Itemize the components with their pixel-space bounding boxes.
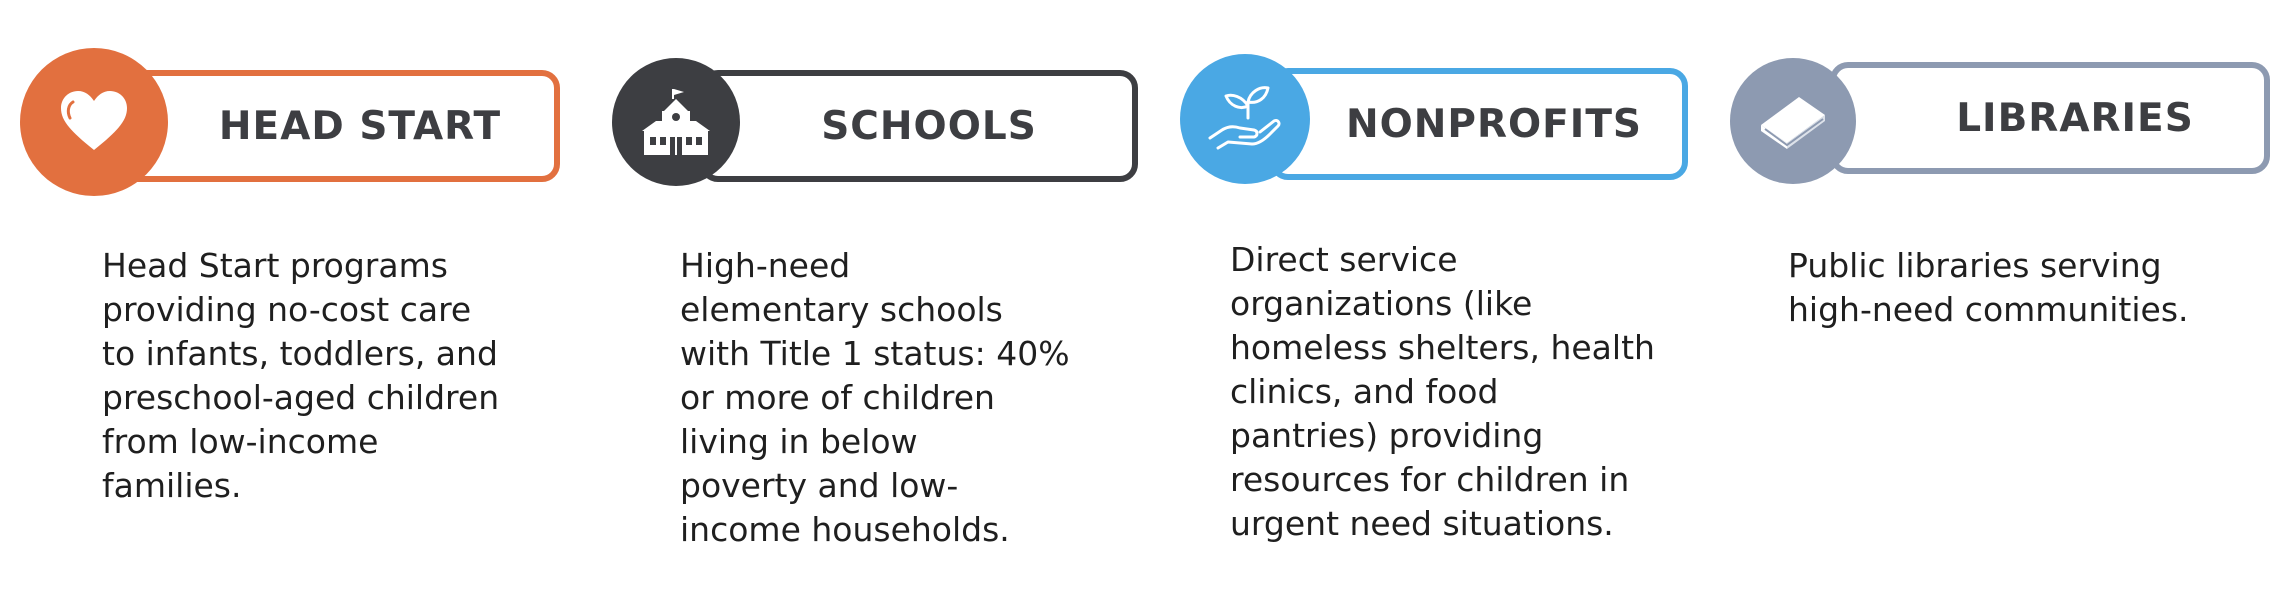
nonprofits-title-pill [1270, 68, 1688, 180]
card-head-start [0, 0, 560, 602]
book-icon [1755, 91, 1831, 151]
card-nonprofits [1170, 0, 1730, 602]
head-start-title: HEAD START [218, 103, 502, 149]
nonprofits-description: Direct service organizations (like homeless shelters, health clinics, and food pantries) providing resources for children in urgent need situations. [1230, 240, 1655, 543]
head-start-badge [20, 48, 168, 196]
libraries-title: LIBRARIES [1956, 95, 2194, 141]
card-schools [590, 0, 1150, 602]
schools-title-pill [700, 70, 1138, 182]
card-libraries [1720, 0, 2280, 602]
libraries-badge [1730, 58, 1856, 184]
heart-icon [59, 90, 129, 154]
libraries-title-pill [1830, 62, 2270, 174]
head-start-title-pill [120, 70, 560, 182]
nonprofits-badge [1180, 54, 1310, 184]
schools-badge [612, 58, 740, 186]
schools-description: High-need elementary schools with Title 1 status: 40% or more of children living in below poverty and low- income households. [680, 246, 1070, 549]
schools-title: SCHOOLS [821, 103, 1037, 149]
nonprofits-title: NONPROFITS [1345, 101, 1643, 147]
schoolhouse-icon [638, 87, 714, 157]
head-start-description: Head Start programs providing no-cost care to infants, toddlers, and preschool-aged children from low-income families. [102, 246, 500, 505]
hand-sprout-icon [1206, 84, 1284, 154]
libraries-description: Public libraries serving high-need communities. [1788, 246, 2189, 329]
